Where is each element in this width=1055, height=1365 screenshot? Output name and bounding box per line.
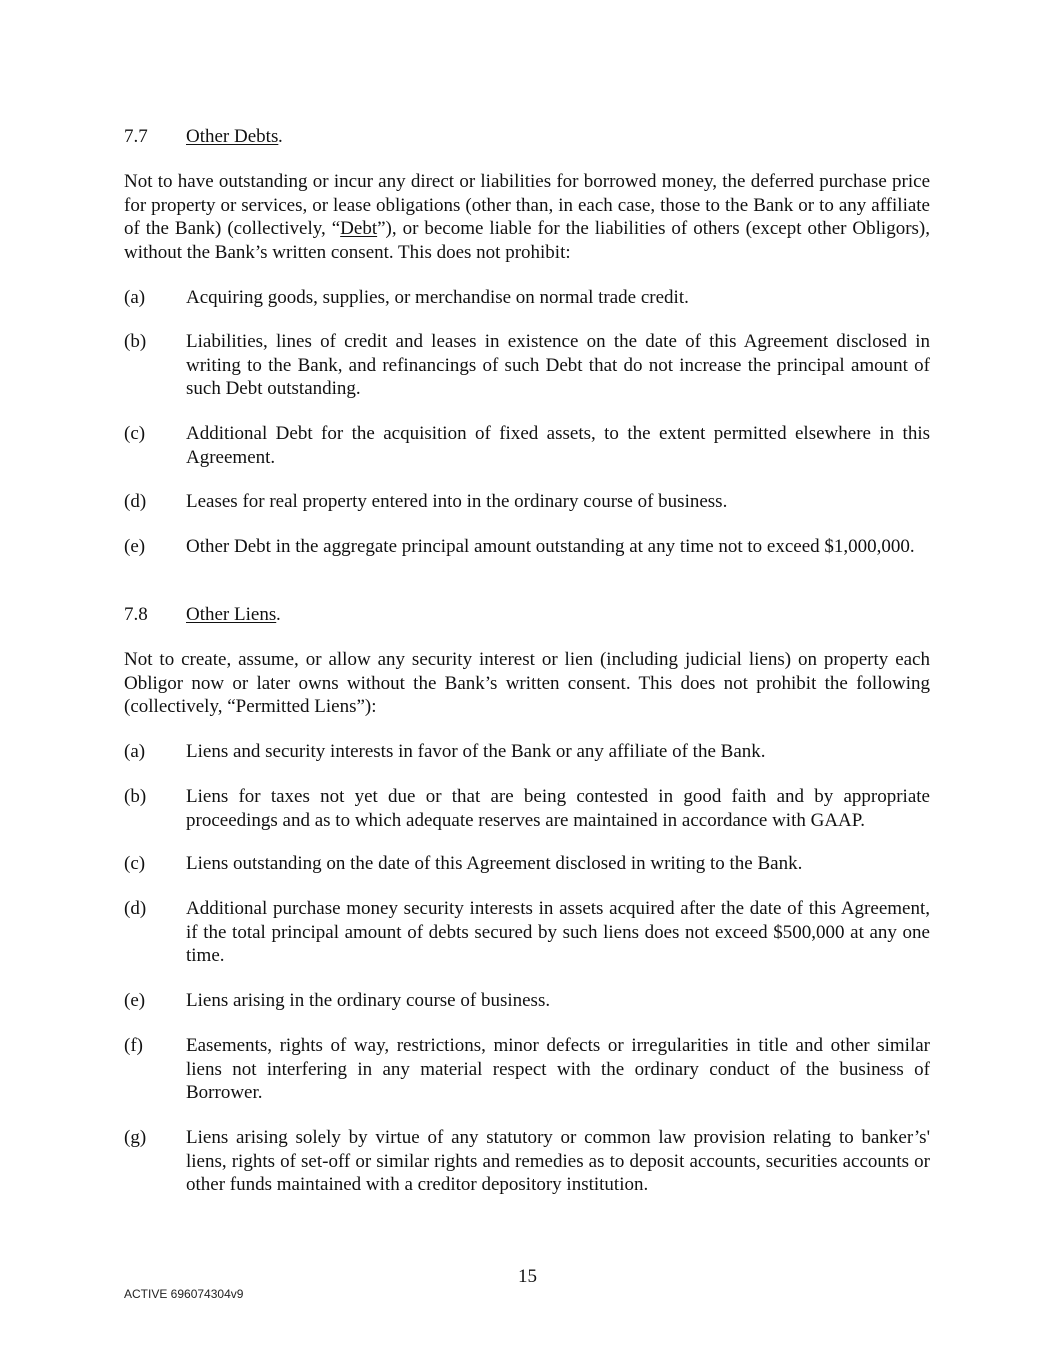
item-text: Leases for real property entered into in the ordinary course of business. (186, 491, 728, 512)
item-text: Liens outstanding on the date of this Agreement disclosed in writing to the Bank. (186, 853, 803, 874)
item-label: (b) (124, 786, 147, 807)
item-label: (g) (124, 1127, 147, 1148)
section-7-7-intro (124, 170, 930, 264)
item-text: Liabilities, lines of credit and leases in existence on the date of this Agreement disclosed in writing to the Bank, and refinancings of such Debt that do not increase the principal amount of such Debt outstanding. (186, 331, 930, 399)
item-text: Acquiring goods, supplies, or merchandise on normal trade credit. (186, 287, 689, 308)
item-text: Additional Debt for the acquisition of fixed assets, to the extent permitted elsewhere in this Agreement. (186, 423, 930, 468)
item-label: (d) (124, 898, 147, 919)
item-label: (e) (124, 990, 146, 1011)
item-text: Liens arising in the ordinary course of business. (186, 990, 551, 1011)
intro-text-part1: Not to have outstanding or incur any direct or liabilities for borrowed money, the deferred purchase price for property or services, or lease obligations (other than, in each case, those to the Bank or to any affiliate of the Bank) (collectively, “ (124, 171, 930, 239)
section-title-period: . (276, 604, 281, 625)
item-label: (d) (124, 491, 147, 512)
section-number: 7.7 (124, 126, 148, 147)
section-7-8-heading (124, 603, 930, 627)
item-label: (e) (124, 536, 146, 557)
document-id: ACTIVE 696074304v9 (124, 1287, 244, 1301)
section-title: Other Debts (186, 126, 279, 147)
section-7-7-heading (124, 125, 930, 149)
item-label: (a) (124, 741, 146, 762)
section-7-8-intro: Not to create, assume, or allow any security interest or lien (including judicial liens) on property each Obligor now or later owns without the Bank’s written consent. This does not prohibit the following (collectively, “Permitted Liens”): (124, 649, 930, 717)
item-label: (b) (124, 331, 147, 352)
item-text: Liens and security interests in favor of the Bank or any affiliate of the Bank. (186, 741, 766, 762)
item-text: Liens for taxes not yet due or that are being contested in good faith and by appropriate proceedings and as to which adequate reserves are maintained in accordance with GAAP. (186, 786, 930, 831)
section-number: 7.8 (124, 604, 148, 625)
intro-text-part2: ”), or become liable for the liabilities of others (except other Obligors), without the Bank’s written consent. This does not prohibit: (124, 218, 931, 263)
item-label: (a) (124, 287, 146, 308)
section-title: Other Liens (186, 604, 277, 625)
item-text: Liens arising solely by virtue of any statutory or common law provision relating to banker’s' liens, rights of set-off or similar rights and remedies as to deposit accounts, securities accounts or other funds maintained with a creditor depository institution. (186, 1127, 930, 1195)
item-text: Easements, rights of way, restrictions, minor defects or irregularities in title and other similar liens not interfering in any material respect with the ordinary conduct of the business of Borrower. (186, 1035, 930, 1103)
item-text: Additional purchase money security interests in assets acquired after the date of this Agreement, if the total principal amount of debts secured by such liens does not exceed $500,000 at any one time. (186, 898, 930, 966)
section-title-period: . (278, 126, 283, 147)
item-text: Other Debt in the aggregate principal amount outstanding at any time not to exceed $1,000,000. (186, 536, 915, 557)
item-label: (c) (124, 423, 146, 444)
page-number: 15 (518, 1266, 537, 1287)
defined-term-debt: Debt (340, 218, 378, 239)
item-label: (f) (124, 1035, 143, 1056)
item-label: (c) (124, 853, 146, 874)
